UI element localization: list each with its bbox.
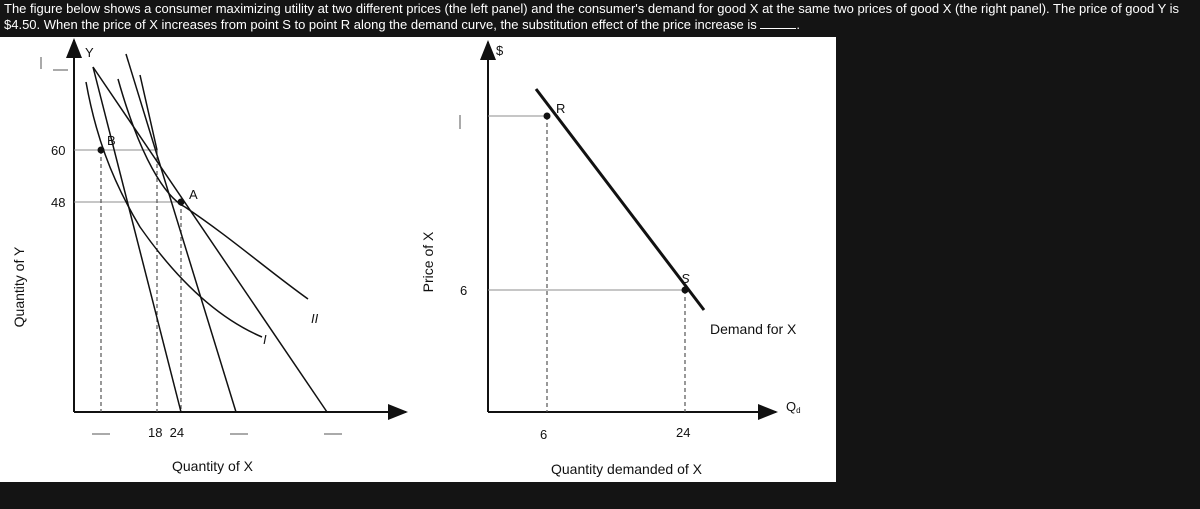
point-r bbox=[544, 113, 551, 120]
indifference-curve-ii bbox=[118, 79, 308, 299]
point-r-label: R bbox=[556, 101, 566, 116]
left-y-tick-60: 60 bbox=[51, 143, 66, 158]
curve-i-label: I bbox=[263, 332, 267, 347]
right-panel bbox=[420, 42, 801, 477]
demand-curve bbox=[536, 89, 704, 310]
left-x-ticks: 18 24 bbox=[148, 425, 185, 440]
question-text: The figure below shows a consumer maximizing utility at two different prices (the left panel) and the consumer's demand for good X at the same two prices of good X (the right panel). The price of good Y is $4.50. When the price of X increases from point S to point R along the demand curve, the substitution effect of the price increase is . bbox=[4, 1, 1180, 32]
right-x-axis-label: Quantity demanded of X bbox=[551, 461, 702, 477]
right-x-axis-end-label: Qd bbox=[786, 399, 801, 415]
demand-curve-label: Demand for X bbox=[710, 321, 797, 337]
answer-blank[interactable] bbox=[760, 18, 796, 29]
right-y-tick-6: 6 bbox=[460, 283, 468, 298]
budget-line-1 bbox=[93, 67, 181, 412]
right-y-axis-label: Price of X bbox=[420, 231, 436, 293]
point-b bbox=[98, 147, 105, 154]
point-a bbox=[178, 199, 185, 206]
left-x-axis-label: Quantity of X bbox=[172, 458, 253, 474]
right-x-tick-24: 24 bbox=[676, 425, 691, 440]
curve-ii-label: II bbox=[311, 311, 319, 326]
left-y-tick-48: 48 bbox=[51, 195, 66, 210]
point-b-label: B bbox=[107, 133, 116, 148]
question-body: The figure below shows a consumer maximizing utility at two different prices (the left panel) and the consumer's demand for good X at the same two prices of good X (the right panel). The price of good Y is $4.50. When the price of X increases from point S to point R along the demand curve, the substitution effect of the price increase is bbox=[4, 1, 1180, 32]
point-a-label: A bbox=[189, 187, 198, 202]
economics-diagram bbox=[0, 37, 836, 482]
point-s bbox=[682, 287, 689, 294]
right-x-tick-6: 6 bbox=[540, 427, 548, 442]
left-panel bbox=[11, 40, 406, 474]
right-y-axis-symbol: $ bbox=[496, 43, 504, 58]
figure-panel bbox=[0, 37, 836, 482]
left-y-axis-label: Quantity of Y bbox=[11, 246, 27, 328]
point-s-label: S bbox=[681, 271, 690, 286]
budget-line-3 bbox=[93, 67, 327, 412]
left-y-axis-letter: Y bbox=[85, 45, 94, 60]
